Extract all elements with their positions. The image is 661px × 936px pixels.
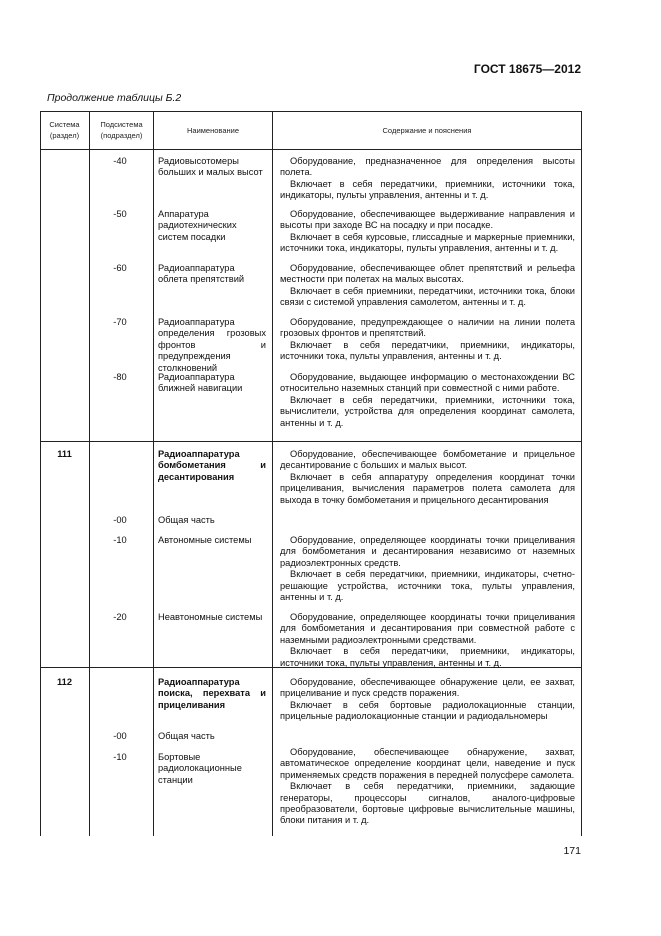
item-description: Оборудование, обеспечивающее обнаружение, захват, автоматическое определение координат цели, наведение и пуск применяемых средств поражения в передней полусфере самолета. Включает в себя передатчики, приемники, задающие генераторы, процессоры сигналов, аналого-цифровые преобразователи, бортовые цифровые вычислительные машины, блоки питания и т. д. [280,747,575,826]
subsystem-code: -70 [113,317,127,327]
column-border [581,111,582,836]
item-description: Оборудование, предупреждающее о наличии на линии полета грозовых фронтов и препятствий. Включает в себя передатчики, приемники, индикаторы, источники тока, пульты управления, антенны и т. д. [280,317,575,362]
subsystem-code: -60 [113,263,127,273]
column-border [272,111,273,836]
table-caption: Продолжение таблицы Б.2 [47,92,182,104]
subsystem-code: -10 [113,535,127,545]
subsystem-code: -00 [113,731,127,741]
item-name: Радиоаппаратура бомбометания и десантирования [158,449,266,482]
header-system: Система (раздел) [49,120,80,140]
item-name: Общая часть [158,515,215,525]
item-description: Оборудование, обеспечивающее выдерживание направления и высоты при заходе ВС на посадку и при посадке. Включает в себя курсовые, глиссадные и маркерные приемники, источники тока, индикаторы, пульты управления, антенны и т. д. [280,209,575,254]
item-name: Радиоаппаратура поиска, перехвата и прицеливания [158,677,266,710]
header-name: Наименование [187,125,239,135]
item-description: Оборудование, предназначенное для определения высоты полета. Включает в себя передатчики, приемники, источники тока, индикаторы, пульты управления, антенны и т. д. [280,156,575,201]
item-name: Аппаратура радиотехнических систем посадки [158,209,237,242]
subsystem-code: -40 [113,156,127,166]
column-border [40,111,41,836]
standard-code: ГОСТ 18675—2012 [473,62,581,76]
header-content: Содержание и пояснения [382,125,472,135]
subsystem-code: -10 [113,752,127,762]
item-description: Оборудование, определяющее координаты точки прицеливания для бомбометания и десантирования независимо от наземных радиоэлектронных средств. Включает в себя передатчики, приемники, индикаторы, счетно-решающие устройства, источники тока, пульты управления, антенны и т. д. [280,535,575,603]
item-name: Неавтономные системы [158,612,263,622]
subsystem-code: -00 [113,515,127,525]
item-description: Оборудование, определяющее координаты точки прицеливания для бомбометания и десантирования при совместной работе с наземными радиоэлектронными средствами. Включает в себя передатчики, приемники, индикаторы, источники тока, пульты управления, антенны и т. д. [280,612,575,668]
item-name: Автономные системы [158,535,252,545]
header-subsystem: Подсистема (подраздел) [100,120,143,140]
item-name: Радиоаппаратура облета препятствий [158,263,245,285]
item-name: Радиоаппаратура ближней навигации [158,372,243,394]
item-description: Оборудование, обеспечивающее бомбометание и прицельное десантирование с больших и малых высот. Включает в себя аппаратуру определения координат точки прицеливания, вычисления параметров полета самолета для выхода в точку бомбометания и прицельного десантирования [280,449,575,505]
classification-table [40,111,581,836]
item-description: Оборудование, обеспечивающее обнаружение цели, ее захват, прицеливание и пуск средств поражения. Включает в себя бортовые радиолокационные станции, прицельные радиолокационные станции и радиодальномеры [280,677,575,722]
item-description: Оборудование, обеспечивающее облет препятствий и рельефа местности при полетах на малых высотах. Включает в себя приемники, передатчики, источники тока, блоки связи с системой управления самолетом, антенны и т. д. [280,263,575,308]
item-name: Бортовые радиолокационные станции [158,752,242,785]
subsystem-code: -80 [113,372,127,382]
column-border [153,111,154,836]
subsystem-code: -20 [113,612,127,622]
section-divider [40,441,581,442]
page-number: 171 [563,845,581,857]
item-name: Радиовысотомеры больших и малых высот [158,156,263,178]
item-name: Общая часть [158,731,215,741]
system-code: 111 [57,449,72,459]
item-description: Оборудование, выдающее информацию о местонахождении ВС относительно наземных станций при совместной с ними работе. Включает в себя передатчики, приемники, источники тока, вычислители, устройства для определения координат самолета, антенны и т. д. [280,372,575,428]
item-name: Радиоаппаратура определения грозовых фронтов и предупреждения столкновений [158,317,266,373]
system-code: 112 [57,677,72,687]
header-bottom-border [40,149,581,150]
subsystem-code: -50 [113,209,127,219]
